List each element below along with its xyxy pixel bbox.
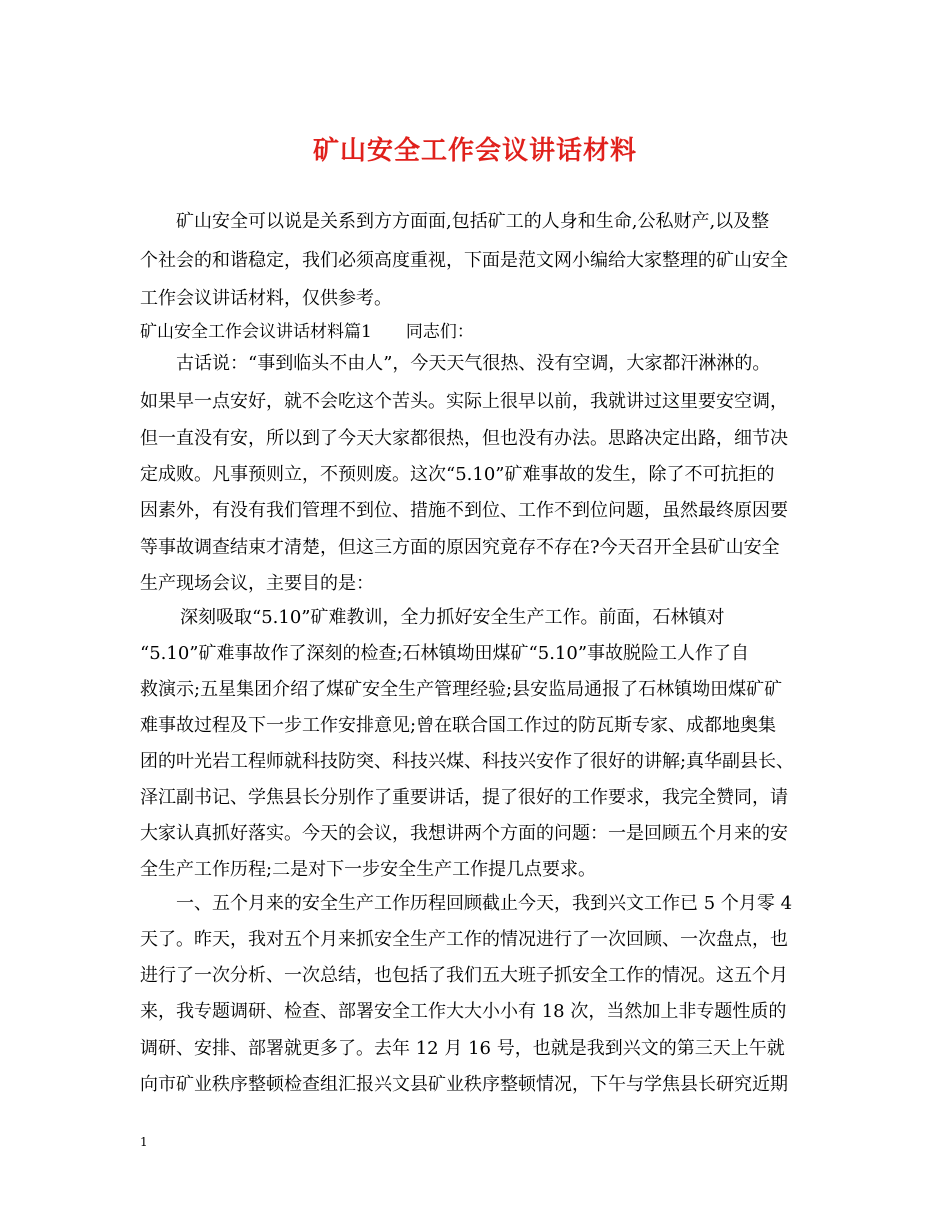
paragraph-line: 个社会的和谐稳定，我们必须高度重视，下面是范文网小编给大家整理的矿山安全 [140, 250, 788, 271]
page-number: 1 [140, 1135, 148, 1149]
document-title: 矿山安全工作会议讲话材料 [312, 136, 637, 166]
paragraph-line: 救演示;五星集团介绍了煤矿安全生产管理经验;县安监局通报了石林镇坳田煤矿矿 [140, 679, 783, 700]
paragraph-line: 深刻吸取“5.10”矿难教训，全力抓好安全生产工作。前面，石林镇对 [180, 607, 725, 628]
paragraph-line: 调研、安排、部署就更多了。去年 12 月 16 号，也就是我到兴文的第三天上午就 [140, 1038, 785, 1059]
paragraph-line: “5.10”矿难事故作了深刻的检查;石林镇坳田煤矿“5.10”事故脱险工人作了自 [140, 643, 750, 664]
paragraph-line: 泽江副书记、学焦县长分别作了重要讲话，提了很好的工作要求，我完全赞同，请 [140, 787, 788, 808]
section-heading-line: 矿山安全工作会议讲话材料篇1 同志们： [140, 322, 474, 342]
paragraph-line: 古话说：“事到临头不由人”，今天天气很热、没有空调，大家都汗淋淋的。 [176, 353, 771, 374]
paragraph-line: 因素外，有没有我们管理不到位、措施不到位、工作不到位问题，虽然最终原因要 [140, 500, 788, 521]
paragraph-line: 全生产工作历程;二是对下一步安全生产工作提几点要求。 [140, 859, 597, 880]
paragraph-line: 向市矿业秩序整顿检查组汇报兴文县矿业秩序整顿情况，下午与学焦县长研究近期 [140, 1074, 788, 1095]
paragraph-line: 大家认真抓好落实。今天的会议，我想讲两个方面的问题：一是回顾五个月来的安 [140, 823, 788, 844]
paragraph-line: 但一直没有安，所以到了今天大家都很热，但也没有办法。思路决定出路，细节决 [140, 428, 788, 449]
paragraph-line: 工作会议讲话材料，仅供参考。 [140, 288, 392, 309]
paragraph-line: 生产现场会议，主要目的是： [140, 573, 374, 594]
paragraph-line: 来，我专题调研、检查、部署安全工作大大小小有 18 次，当然加上非专题性质的 [140, 1001, 787, 1022]
paragraph-line: 难事故过程及下一步工作安排意见;曾在联合国工作过的防瓦斯专家、成都地奥集 [140, 715, 777, 736]
paragraph-line: 矿山安全可以说是关系到方方面面,包括矿工的人身和生命,公私财产,以及整 [176, 211, 770, 232]
paragraph-line: 等事故调查结束才清楚，但这三方面的原因究竟存不存在?今天召开全县矿山安全 [140, 537, 780, 558]
paragraph-line: 进行了一次分析、一次总结，也包括了我们五大班子抓安全工作的情况。这五个月 [140, 965, 788, 986]
paragraph-line: 团的叶光岩工程师就科技防突、科技兴煤、科技兴安作了很好的讲解;真华副县长、 [140, 751, 795, 772]
paragraph-line: 如果早一点安好，就不会吃这个苦头。实际上很早以前，我就讲过这里要安空调， [140, 391, 788, 412]
paragraph-line: 定成败。凡事预则立，不预则废。这次“5.10”矿难事故的发生，除了不可抗拒的 [140, 464, 775, 485]
paragraph-line: 一、五个月来的安全生产工作历程回顾截止今天，我到兴文工作已 5 个月零 4 [176, 893, 793, 914]
paragraph-line: 天了。昨天，我对五个月来抓安全生产工作的情况进行了一次回顾、一次盘点，也 [140, 929, 788, 950]
